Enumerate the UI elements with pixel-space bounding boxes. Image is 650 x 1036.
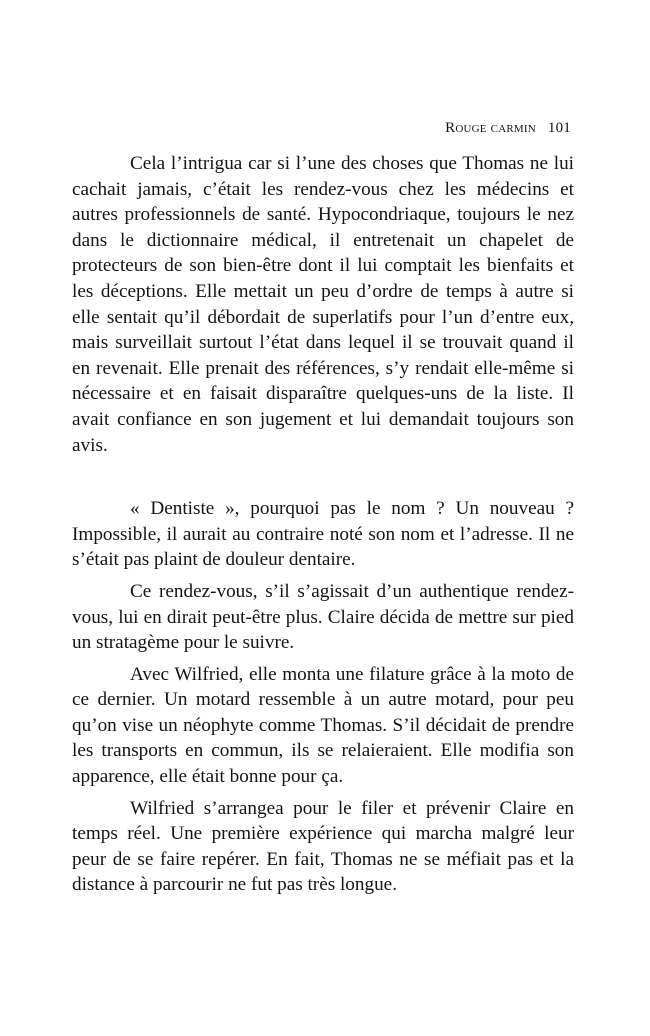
body-text	[72, 151, 574, 898]
paragraph-4: Avec Wilfried, elle monta une filature grâce à la moto de ce dernier. Un motard ressemble à un autre motard, pour peu qu’on vise un néophyte comme Thomas. S’il décidait de prendre les transports en commun, ils se relaieraient. Elle modifia son apparence, elle était bonne pour ça.	[72, 663, 574, 788]
paragraph-2: « Dentiste », pourquoi pas le nom ? Un nouveau ? Impossible, il aurait au contraire noté son nom et l’adresse. Il ne s’était pas plaint de douleur dentaire.	[72, 498, 574, 571]
paragraph-1: Cela l’intrigua car si l’une des choses que Thomas ne lui cachait jamais, c’était les rendez-vous chez les médecins et autres professionnels de santé. Hypocondriaque, toujours le nez dans le dictionnaire médical, il entretenait un chapelet de protecteurs de son bien-être dont il lui comptait les bienfaits et les déceptions. Elle mettait un peu d’ordre de temps à autre si elle sentait qu’il débordait de superlatifs pour l’un d’entre eux, mais surveillait surtout l’état dans lequel il se trouvait quand il en revenait. Elle prenait des références, s’y rendait elle-même si nécessaire et en faisait disparaître quelques-uns de la liste. Il avait confiance en son jugement et lui demandait toujours son avis.	[72, 153, 574, 456]
page-number: 101	[547, 120, 571, 136]
paragraph-5: Wilfried s’arrangea pour le filer et prévenir Claire en temps réel. Une première expérience qui marcha malgré leur peur de se faire repérer. En fait, Thomas ne se méfiait pas et la distance à parcourir ne fut pas très longue.	[72, 797, 574, 896]
running-head	[445, 118, 571, 138]
running-head-title: Rouge carmin	[445, 120, 536, 136]
paragraph-3: Ce rendez-vous, s’il s’agissait d’un authentique rendez-vous, lui en dirait peut-être plus. Claire décida de mettre sur pied un stratagème pour le suivre.	[72, 580, 574, 654]
